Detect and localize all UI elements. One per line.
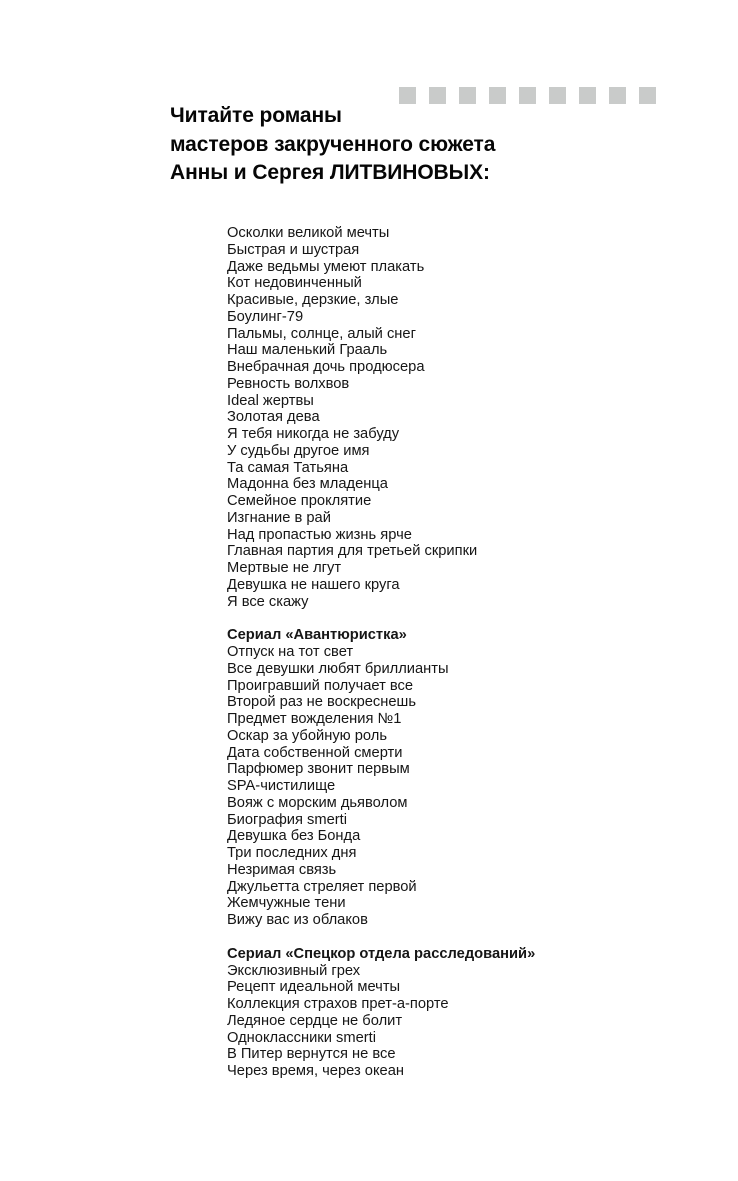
- book-title: Жемчужные тени: [227, 895, 346, 912]
- book-title: Боулинг-79: [227, 308, 304, 325]
- book-title: Я все скажу: [227, 593, 309, 610]
- book-title: Осколки великой мечты: [227, 225, 390, 241]
- book-title: Пальмы, солнце, алый снег: [227, 325, 416, 342]
- book-title: Одноклассники smerti: [227, 1029, 376, 1046]
- decor-square: [519, 87, 536, 104]
- book-title: Незримая связь: [227, 861, 337, 878]
- book-title: Оскар за убойную роль: [227, 727, 387, 744]
- book-title: Коллекция страхов прет-а-порте: [227, 996, 449, 1012]
- book-title: Мадонна без младенца: [227, 476, 388, 493]
- book-title: Вижу вас из облаков: [227, 912, 368, 928]
- book-title: Ревность волхвов: [227, 375, 350, 392]
- decor-square: [549, 87, 566, 104]
- book-title: Семейное проклятие: [227, 493, 372, 509]
- series-header: Сериал «Авантюристка»: [227, 627, 407, 644]
- series-header: Сериал «Спецкор отдела расследований»: [227, 945, 536, 962]
- page-title: [170, 102, 495, 188]
- book-title: Красивые, дерзкие, злые: [227, 292, 399, 308]
- book-title: Я тебя никогда не забуду: [227, 426, 400, 442]
- book-title: Изгнание в рай: [227, 509, 331, 526]
- book-title: У судьбы другое имя: [227, 442, 370, 459]
- book-title: Вояж с морским дьяволом: [227, 794, 408, 811]
- page-title-line-3: Анны и Сергея ЛИТВИНОВЫХ:: [170, 161, 490, 184]
- book-list: [227, 225, 707, 1080]
- page-title-line-1: Читайте романы: [170, 104, 342, 127]
- book-series-section: [227, 946, 707, 1080]
- book-title: Предмет вожделения №1: [227, 711, 402, 727]
- book-title: Быстрая и шустрая: [227, 241, 360, 258]
- book-title: Мертвые не лгут: [227, 560, 342, 576]
- book-title: Второй раз не воскреснешь: [227, 694, 416, 711]
- book-title: В Питер вернутся не все: [227, 1046, 396, 1063]
- book-title: Парфюмер звонит первым: [227, 761, 410, 778]
- decor-square: [609, 87, 626, 104]
- book-title: Джульетта стреляет первой: [227, 878, 417, 895]
- book-title: Кот недовинченный: [227, 275, 362, 292]
- book-title: Проигравший получает все: [227, 677, 414, 694]
- book-title: Дата собственной смерти: [227, 744, 403, 761]
- book-title: Даже ведьмы умеют плакать: [227, 258, 425, 275]
- book-title: Все девушки любят бриллианты: [227, 660, 449, 677]
- book-title: Девушка без Бонда: [227, 828, 361, 845]
- page-title-line-2: мастеров закрученного сюжета: [170, 132, 496, 156]
- book-title: Три последних дня: [227, 845, 357, 861]
- book-title: Над пропастью жизнь ярче: [227, 526, 412, 543]
- decor-square: [579, 87, 596, 104]
- book-title: Внебрачная дочь продюсера: [227, 359, 425, 375]
- decor-square: [639, 87, 656, 104]
- book-title: Наш маленький Грааль: [227, 342, 388, 359]
- book-title: Биография smerti: [227, 811, 348, 828]
- book-title: Золотая дева: [227, 409, 320, 426]
- book-title: Ледяное сердце не болит: [227, 1012, 403, 1029]
- book-title: Та самая Татьяна: [227, 459, 349, 476]
- book-title: Через время, через океан: [227, 1063, 404, 1079]
- book-title: Эксклюзивный грех: [227, 962, 361, 979]
- book-title: Ideal жертвы: [227, 392, 314, 409]
- book-title: SPA-чистилище: [227, 778, 336, 794]
- book-series-section: [227, 225, 707, 610]
- book-title: Рецепт идеальной мечты: [227, 979, 401, 996]
- book-title: Отпуск на тот свет: [227, 644, 354, 660]
- book-title: Главная партия для третьей скрипки: [227, 543, 478, 560]
- book-title: Девушка не нашего круга: [227, 576, 400, 593]
- book-series-section: [227, 627, 707, 929]
